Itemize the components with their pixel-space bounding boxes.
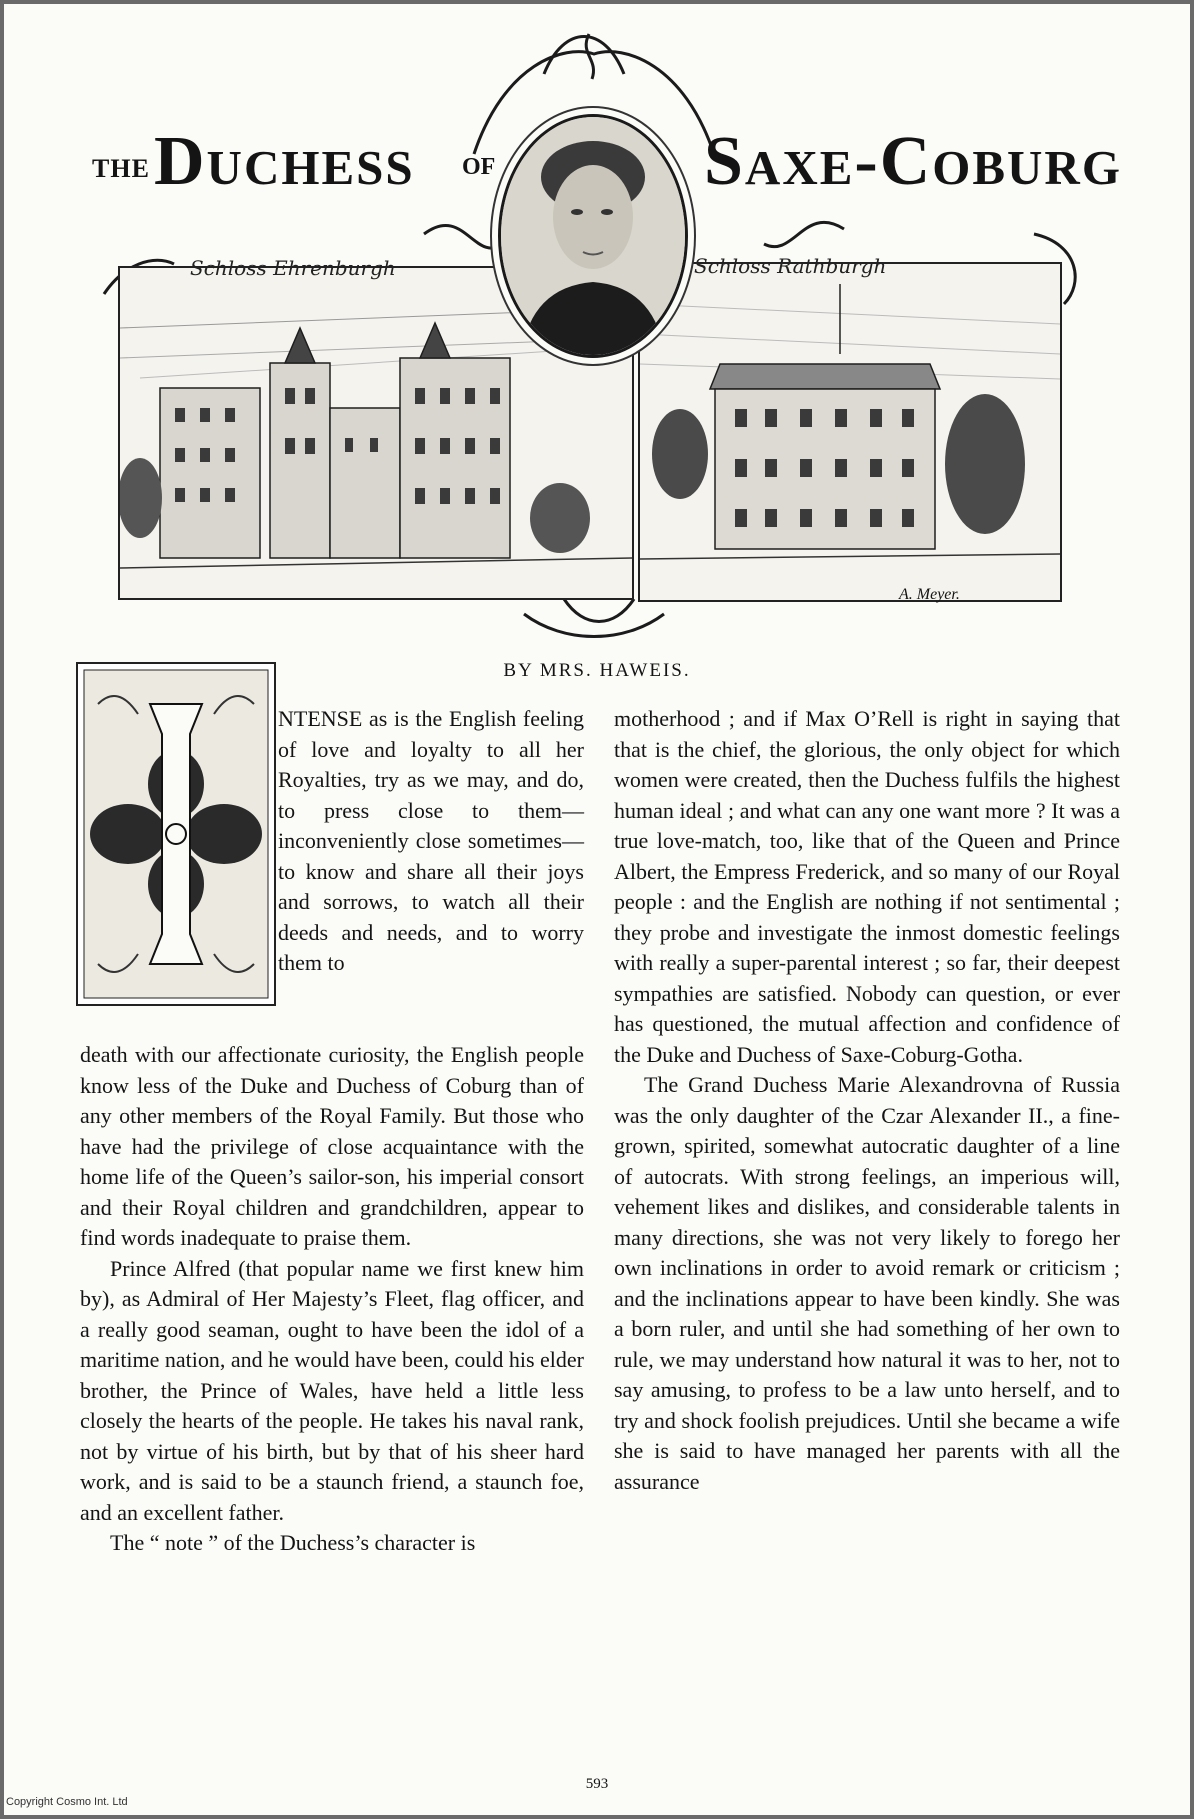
column-2 — [614, 704, 1120, 1497]
magazine-page — [4, 4, 1190, 1815]
decorative-initial-i — [76, 662, 276, 1006]
artist-signature: A. Meyer. — [899, 586, 960, 603]
column-1-lead — [278, 704, 584, 979]
paragraph-prince-alfred: Prince Alfred (that popular name we first knew him by), as Admiral of Her Majesty’s Fleet, flag officer, and a really good seaman, ought to have been the idol of a maritime nation, and he would have been, could his elder brother, the Prince of Wales, have held a little less closely the hearts of the people. He takes his naval rank, not by virtue of his birth, but by that of his sheer hard work, and is said to be a staunch friend, a staunch foe, and an excellent father. — [80, 1255, 585, 1525]
title-duchess: Duchess — [154, 123, 415, 200]
title-saxe-coburg: Saxe-Coburg — [704, 123, 1122, 200]
paragraph-motherhood: motherhood ; and if Max O’Rell is right in saying that that is the chief, the glorious, the only object for which women were created, then the Duchess fulfils the highest human ideal ; and what can any one want more ? It was a true love-match, too, like that of the Queen and Prince Albert, the Empress Frederick, and so many of our Royal people : and the English are nothing if not sentimental ; they probe and investigate the inmost domestic feelings with really a super-parental interest ; so far, their deepest sympathies are satisfied. Nobody can question, or ever has questioned, the mutual affection and confidence of the Duke and Duchess of Saxe-Coburg-Gotha. — [614, 706, 1120, 1067]
copyright-notice: Copyright Cosmo Int. Ltd — [6, 1796, 128, 1808]
paragraph-1-rest: death with our affectionate curiosity, the English people know less of the Duke and Duchess of Coburg than of any other members of the Royal Family. But those who have had the privilege of close acquaintance with the home life of the Queen’s sailor-son, his imperial consort and their Royal children and grandchildren, appear to find words inadequate to praise them. — [80, 1042, 584, 1250]
paragraph-grand-duchess: The Grand Duchess Marie Alexandrovna of Russia was the only daughter of the Czar Alexander II., a fine-grown, spirited, somewhat autocratic daughter of a line of autocrats. With strong feelings, an imperious will, vehement likes and dislikes, and considerable talents in many directions, she was not very likely to forego her own inclinations in order to avoid remark or criticism ; and the inclinations appear to have been kindly. She was a born ruler, and until she had something of her own to rule, we may understand how natural it was to her, not to say amusing, to profess to be a law unto herself, and to try and shock foolish prejudices. Until she became a wife she is said to have managed her parents with all the assurance — [614, 1072, 1120, 1494]
paragraph-note: The “ note ” of the Duchess’s character is — [110, 1530, 476, 1555]
title-of: OF — [462, 154, 496, 180]
column-1 — [80, 1040, 584, 1559]
duchess-portrait — [498, 114, 688, 358]
lead-paragraph-start: NTENSE as is the English feeling of love and loyalty to all her Royalties, try as we may, and do, to press close to them—inconveniently close sometimes—to know and share all their joys and sorrows, to watch all their deeds and needs, and to worry them to — [278, 706, 584, 975]
byline: BY MRS. HAWEIS. — [503, 660, 691, 681]
page-number: 593 — [585, 1776, 609, 1792]
caption-schloss-ehrenburgh: Schloss Ehrenburgh — [190, 256, 396, 280]
title-the: THE — [92, 154, 150, 183]
caption-schloss-rathburgh: Schloss Rathburgh — [694, 254, 887, 278]
schloss-rathburgh-illustration — [638, 262, 1062, 602]
